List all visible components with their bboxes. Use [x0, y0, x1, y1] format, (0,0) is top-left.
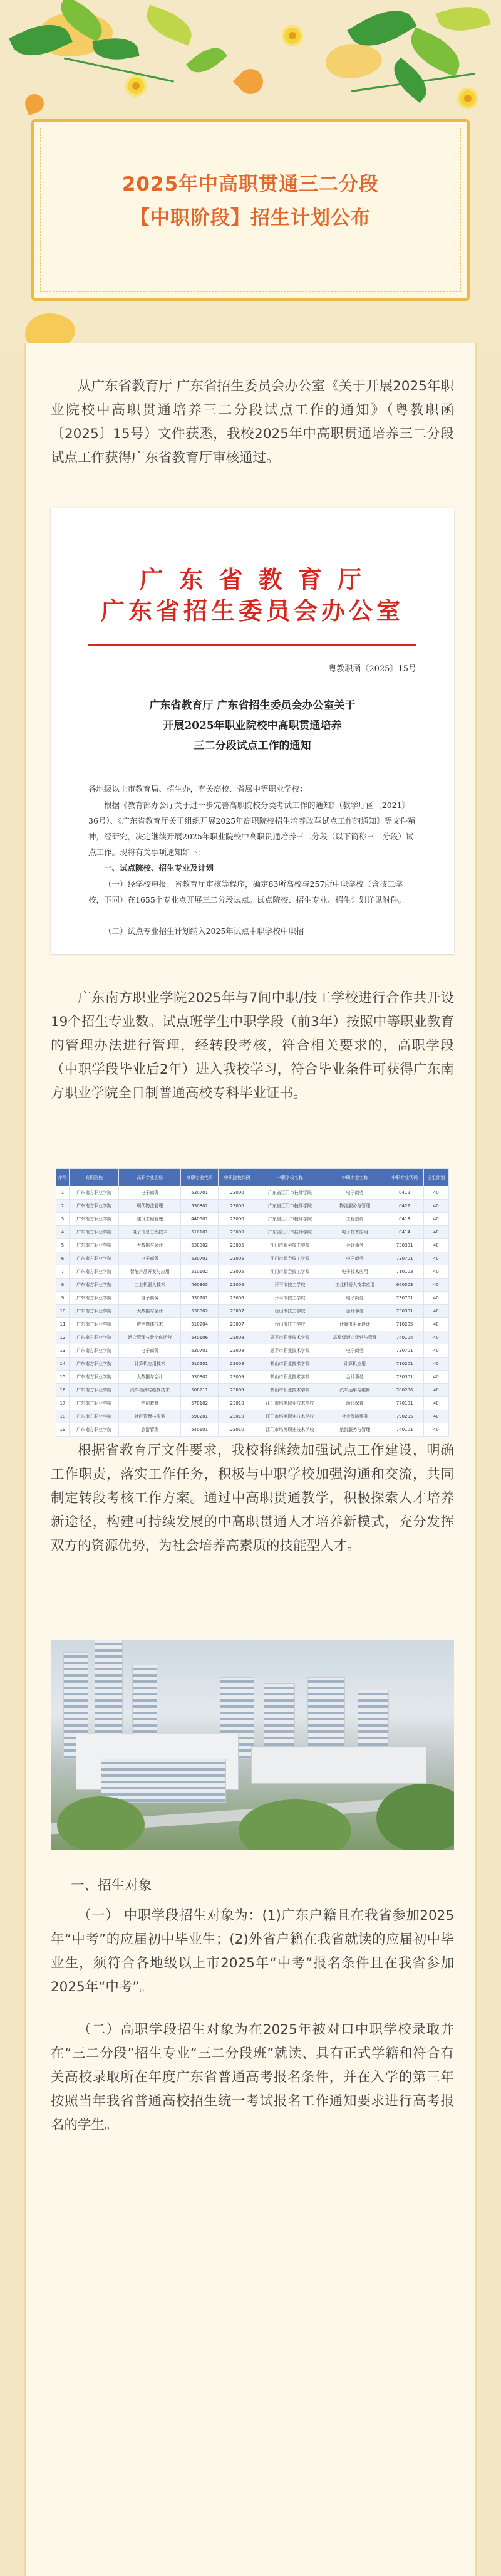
table-cell: 18	[56, 1410, 70, 1423]
table-cell: 电子商务	[324, 1292, 386, 1305]
table-cell: 5	[56, 1239, 70, 1252]
table-cell: 570102	[181, 1397, 219, 1410]
table-cell: 510201	[181, 1358, 219, 1371]
table-cell: 会计事务	[324, 1239, 386, 1252]
table-cell: 广东南方职业学院	[69, 1318, 118, 1331]
table-cell: 740101	[386, 1423, 423, 1437]
yellow-splash-decoration	[326, 44, 382, 78]
table-cell: 电子商务	[324, 1186, 386, 1200]
table-cell: 广东南方职业学院	[69, 1423, 118, 1437]
table-cell: 14	[56, 1358, 70, 1371]
table-cell: 数字媒体技术	[119, 1318, 181, 1331]
table-cell: 幼儿保育	[324, 1397, 386, 1410]
table-cell: 广东南方职业学院	[69, 1410, 118, 1423]
table-cell: 台山市技工学校	[256, 1305, 324, 1318]
document-issuer-line1: 广 东 省 教 育 厅	[139, 565, 366, 594]
table-row	[56, 1186, 449, 1200]
secondary-stage-target-paragraph: （一） 中职学段招生对象为：(1)广东户籍且在我省参加2025年“中考”的应届初中毕业生；(2)外省户籍在我省就读的应届初中毕业生，须符合各地级以上市2025年“中考”报名条件且在我省参加2025年“中考”。	[51, 1908, 454, 1995]
flower-icon	[282, 25, 303, 46]
table-cell: 广东南方职业学院	[69, 1358, 118, 1371]
table-header-cell: 中职专业代码	[386, 1169, 423, 1186]
development-paragraph: 根据省教育厅文件要求，我校将继续加强试点工作建设，明确工作职责，落实工作任务，积极与中职学校加强沟通和交流，共同制定转段考核工作方案。通过中高职贯通教学，积极探索人才培养新途径，构建可持续发展的中高职贯通人才培养新模式，充分发挥双方的资源优势，为社会培养高素质的技能型人才。	[51, 1443, 454, 1554]
table-header-cell: 中职学校名称	[256, 1169, 324, 1186]
table-cell: 23007	[219, 1305, 256, 1318]
table-cell: 社会保障事务	[324, 1410, 386, 1423]
table-cell: 建设工程管理	[119, 1213, 181, 1226]
table-cell: 530802	[181, 1200, 219, 1213]
document-issuer-line2: 广东省招生委员会办公室	[100, 597, 404, 625]
table-cell: 40	[423, 1252, 448, 1265]
page-title-line1: 2025年中高职贯通三二分段	[121, 173, 380, 196]
table-cell: 开平市技工学校	[256, 1279, 324, 1292]
table-cell: 广东南方职业学院	[69, 1226, 118, 1239]
table-row	[56, 1318, 449, 1331]
table-row	[56, 1226, 449, 1239]
table-cell: 40	[423, 1318, 448, 1331]
leaf-icon	[142, 5, 197, 46]
title-card	[31, 119, 470, 301]
table-header-cell: 高职专业名称	[119, 1169, 181, 1186]
table-cell: 电子商务	[324, 1252, 386, 1265]
table-header-cell: 中职专业名称	[324, 1169, 386, 1186]
table-cell: 江门市新会技工学校	[256, 1252, 324, 1265]
table-cell: 江门市培英职业技术学校	[256, 1397, 324, 1410]
table-cell: 广东南方职业学院	[69, 1239, 118, 1252]
table-header-cell: 中职院校代码	[219, 1169, 256, 1186]
table-cell: 730301	[386, 1371, 423, 1384]
table-cell: 540106	[181, 1331, 219, 1344]
table-cell: 15	[56, 1371, 70, 1384]
table-cell: 23006	[219, 1279, 256, 1292]
table-cell: 530302	[181, 1305, 219, 1318]
table-cell: 广东南方职业学院	[69, 1213, 118, 1226]
stem-decoration	[64, 57, 175, 82]
table-cell: 540101	[181, 1423, 219, 1437]
petal-icon	[233, 64, 269, 100]
table-cell: 1	[56, 1186, 70, 1200]
table-cell: 计算机应用	[324, 1358, 386, 1371]
table-cell: 计算机平面设计	[324, 1318, 386, 1331]
table-cell: 23008	[219, 1331, 256, 1344]
table-cell: 广东南方职业学院	[69, 1200, 118, 1213]
table-cell: 广东省江门市技师学院	[256, 1200, 324, 1213]
table-cell: 电子商务	[119, 1292, 181, 1305]
table-cell: 23005	[219, 1252, 256, 1265]
document-item: （二）试点专业招生计划纳入2025年试点中职学校中职招	[104, 926, 304, 936]
document-title	[76, 696, 429, 756]
notice-document-image	[51, 508, 454, 954]
table-cell: 40	[423, 1358, 448, 1371]
table-cell: 工程造价	[324, 1213, 386, 1226]
table-cell: 23006	[219, 1292, 256, 1305]
table-cell: 2	[56, 1200, 70, 1213]
table-cell: 11	[56, 1318, 70, 1331]
table-cell: 530701	[181, 1292, 219, 1305]
table-header-cell: 高职专业代码	[181, 1169, 219, 1186]
table-cell: 广东南方职业学院	[69, 1384, 118, 1397]
table-cell: 电子技术应用	[324, 1265, 386, 1279]
table-cell: 广东南方职业学院	[69, 1265, 118, 1279]
table-cell: 23010	[219, 1397, 256, 1410]
table-cell: 40	[423, 1384, 448, 1397]
document-title-line3: 三二分段试点工作的通知	[194, 740, 311, 752]
document-item: （一）经学校申报、省教育厅审核等程序，确定83所高校与257所中职学校（含技工学校，下同）在1655个专业点开展三二分段试点。试点院校、招生专业、招生计划详见附件。	[88, 879, 406, 904]
table-cell: 23005	[219, 1239, 256, 1252]
table-cell: 电子技术应用	[324, 1226, 386, 1239]
table-cell: 广东南方职业学院	[69, 1252, 118, 1265]
table-cell: 23010	[219, 1410, 256, 1423]
table-cell: 510204	[181, 1318, 219, 1331]
table-header-cell: 序号	[56, 1169, 70, 1186]
page-title-line2: 【中职阶段】招生计划公布	[130, 207, 371, 229]
table-cell: 710103	[386, 1265, 423, 1279]
table-cell: 6	[56, 1252, 70, 1265]
table-cell: 40	[423, 1371, 448, 1384]
table-cell: 40	[423, 1186, 448, 1200]
table-cell: 4	[56, 1226, 70, 1239]
table-cell: 12	[56, 1331, 70, 1344]
table-cell: 鹤山市职业技术学校	[256, 1358, 324, 1371]
table-cell: 530302	[181, 1371, 219, 1384]
tree-shape	[376, 1784, 454, 1850]
table-cell: 23000	[219, 1213, 256, 1226]
section-heading-enrollment-targets: 一、招生对象	[71, 1878, 152, 1893]
table-cell: 730301	[386, 1305, 423, 1318]
table-cell: 16	[56, 1384, 70, 1397]
table-cell: 440501	[181, 1213, 219, 1226]
table-cell: 广东南方职业学院	[69, 1371, 118, 1384]
table-cell: 40	[423, 1331, 448, 1344]
table-cell: 旅游服务与管理	[324, 1423, 386, 1437]
table-cell: 13	[56, 1344, 70, 1358]
table-cell: 530302	[181, 1239, 219, 1252]
table-cell: 19	[56, 1423, 70, 1437]
table-cell: 鹤山市职业技术学校	[256, 1384, 324, 1397]
flower-icon	[125, 75, 147, 97]
table-cell: 广东南方职业学院	[69, 1305, 118, 1318]
table-cell: 物流服务与管理	[324, 1200, 386, 1213]
table-cell: 8	[56, 1279, 70, 1292]
table-cell: 23007	[219, 1318, 256, 1331]
table-cell: 电子商务	[119, 1252, 181, 1265]
table-cell: 工业机器人技术	[119, 1279, 181, 1292]
table-cell: 0412	[386, 1186, 423, 1200]
table-cell: 40	[423, 1292, 448, 1305]
table-cell: 电子商务	[119, 1344, 181, 1358]
table-cell: 9	[56, 1292, 70, 1305]
table-row	[56, 1279, 449, 1292]
table-cell: 鹤山市职业技术学校	[256, 1371, 324, 1384]
table-cell: 计算机应用技术	[119, 1358, 181, 1371]
document-red-rule	[88, 644, 416, 646]
table-cell: 23000	[219, 1226, 256, 1239]
table-cell: 40	[423, 1397, 448, 1410]
table-cell: 40	[423, 1226, 448, 1239]
table-cell: 530701	[181, 1344, 219, 1358]
table-row	[56, 1371, 449, 1384]
table-cell: 酒店管理与数字化运营	[119, 1331, 181, 1344]
table-cell: 23010	[219, 1423, 256, 1437]
table-cell: 460305	[181, 1279, 219, 1292]
table-cell: 江门市培英职业技术学校	[256, 1410, 324, 1423]
table-cell: 7	[56, 1265, 70, 1279]
table-cell: 10	[56, 1305, 70, 1318]
table-row	[56, 1410, 449, 1423]
table-cell: 汽车运用与维修	[324, 1384, 386, 1397]
table-cell: 500211	[181, 1384, 219, 1397]
table-cell: 广东南方职业学院	[69, 1279, 118, 1292]
table-cell: 广东南方职业学院	[69, 1292, 118, 1305]
table-cell: 740104	[386, 1331, 423, 1344]
table-cell: 730701	[386, 1252, 423, 1265]
table-cell: 汽车检测与维修技术	[119, 1384, 181, 1397]
table-header-row	[56, 1169, 449, 1186]
table-cell: 广东南方职业学院	[69, 1397, 118, 1410]
table-cell: 23009	[219, 1358, 256, 1371]
table-cell: 电子商务	[119, 1186, 181, 1200]
table-cell: 510102	[181, 1265, 219, 1279]
table-cell: 江门市新会技工学校	[256, 1265, 324, 1279]
table-cell: 广东省江门市技师学院	[256, 1213, 324, 1226]
table-cell: 会计事务	[324, 1371, 386, 1384]
building-shape	[251, 1746, 426, 1784]
table-cell: 40	[423, 1344, 448, 1358]
table-cell: 江门市培英职业技术学校	[256, 1423, 324, 1437]
table-cell: 广东南方职业学院	[69, 1331, 118, 1344]
leaf-icon	[186, 40, 228, 80]
table-cell: 710205	[386, 1318, 423, 1331]
table-cell: 恩平市职业技术学校	[256, 1344, 324, 1358]
table-cell: 23008	[219, 1344, 256, 1358]
table-row	[56, 1252, 449, 1265]
document-issuer-header	[51, 564, 454, 627]
table-cell: 40	[423, 1213, 448, 1226]
table-row	[56, 1265, 449, 1279]
table-cell: 40	[423, 1410, 448, 1423]
flower-icon	[457, 88, 478, 109]
table-cell: 530701	[181, 1252, 219, 1265]
document-title-line1: 广东省教育厅 广东省招生委员会办公室关于	[149, 699, 356, 712]
table-cell: 590201	[181, 1410, 219, 1423]
table-cell: 730301	[386, 1239, 423, 1252]
table-cell: 开平市技工学校	[256, 1292, 324, 1305]
document-title-line2: 开展2025年职业院校中高职贯通培养	[163, 720, 342, 732]
table-cell: 40	[423, 1305, 448, 1318]
table-cell: 730701	[386, 1344, 423, 1358]
table-cell: 40	[423, 1200, 448, 1213]
tree-shape	[57, 1796, 145, 1850]
table-cell: 广东省江门市技师学院	[256, 1186, 324, 1200]
table-cell: 恩平市职业技术学校	[256, 1331, 324, 1344]
table-cell: 770101	[386, 1397, 423, 1410]
table-cell: 大数据与会计	[119, 1371, 181, 1384]
table-cell: 电子信息工程技术	[119, 1226, 181, 1239]
cooperation-paragraph: 广东南方职业学院2025年与7间中职/技工学校进行合作共开设19个招生专业数。试点班学生中职学段（前3年）按照中等职业教育的管理办法进行管理，经转段考核，符合相关要求的，高职学段（中职学段毕业后2年）进入我校学习，符合毕业条件可获得广东南方职业学院全日制普通高校专科毕业证书。	[51, 990, 454, 1101]
table-cell: 会计事务	[324, 1305, 386, 1318]
campus-aerial-photo	[51, 1640, 454, 1850]
table-row	[56, 1213, 449, 1226]
table-cell: 0422	[386, 1200, 423, 1213]
building-shape	[101, 1759, 226, 1803]
table-row	[56, 1200, 449, 1213]
table-cell: 旅游管理	[119, 1423, 181, 1437]
table-cell: 现代物流管理	[119, 1200, 181, 1213]
table-row	[56, 1397, 449, 1410]
table-header-cell: 高职院校	[69, 1169, 118, 1186]
table-row	[56, 1358, 449, 1371]
table-body	[56, 1186, 449, 1437]
table-cell: 江门市新会技工学校	[256, 1239, 324, 1252]
table-cell: 40	[423, 1423, 448, 1437]
table-cell: 0414	[386, 1226, 423, 1239]
header-banner	[0, 0, 501, 351]
table-cell: 3	[56, 1213, 70, 1226]
table-cell: 台山市技工学校	[256, 1318, 324, 1331]
table-cell: 660303	[386, 1279, 423, 1292]
table-row	[56, 1239, 449, 1252]
table-row	[56, 1292, 449, 1305]
table-cell: 广东省江门市技师学院	[256, 1226, 324, 1239]
leaf-icon	[436, 0, 491, 37]
table-cell: 学前教育	[119, 1397, 181, 1410]
table-row	[56, 1423, 449, 1437]
table-cell: 23005	[219, 1265, 256, 1279]
table-cell: 40	[423, 1239, 448, 1252]
table-cell: 工业机器人技术应用	[324, 1279, 386, 1292]
table-header-cell: 招生计划	[423, 1169, 448, 1186]
table-cell: 0413	[386, 1213, 423, 1226]
table-cell: 23009	[219, 1371, 256, 1384]
table-cell: 大数据与会计	[119, 1239, 181, 1252]
table-cell: 710201	[386, 1358, 423, 1371]
table-cell: 40	[423, 1279, 448, 1292]
table-row	[56, 1331, 449, 1344]
article-body	[24, 343, 477, 2576]
table-row	[56, 1305, 449, 1318]
table-cell: 510101	[181, 1226, 219, 1239]
table-cell: 社区管理与服务	[119, 1410, 181, 1423]
table-cell: 17	[56, 1397, 70, 1410]
higher-stage-target-paragraph: （二）高职学段招生对象为在2025年被对口中职学校录取并在“三二分段”招生专业“三二分段班”就读、具有正式学籍和符合有关高校录取所在年度广东省普通高考报名条件，并在入学的第三年按照当年我省普通高校招生统一考试报名工作通知要求进行高考报名的学生。	[51, 2022, 454, 2133]
table-cell: 530701	[181, 1186, 219, 1200]
table-cell: 40	[423, 1265, 448, 1279]
table-cell: 广东南方职业学院	[69, 1186, 118, 1200]
table-cell: 23009	[219, 1384, 256, 1397]
table-cell: 大数据与会计	[119, 1305, 181, 1318]
document-number: 粤教职函〔2025〕15号	[328, 664, 416, 674]
table-cell: 23000	[219, 1186, 256, 1200]
table-row	[56, 1344, 449, 1358]
table-cell: 智能产品开发与应用	[119, 1265, 181, 1279]
table-cell: 23000	[219, 1200, 256, 1213]
petal-icon	[23, 92, 46, 115]
document-section-heading: 一、试点院校、招生专业及计划	[104, 863, 214, 872]
document-salutation: 各地级以上市教育局、招生办，有关高校、省属中等职业学校：	[88, 784, 308, 793]
intro-paragraph: 从广东省教育厅 广东省招生委员会办公室《关于开展2025年职业院校中高职贯通培养三二分段试点工作的通知》（粤教职函〔2025〕15号）文件获悉，我校2025年中高职贯通培养三二分段试点工作获得广东省教育厅审核通过。	[51, 379, 454, 466]
table-cell: 700206	[386, 1384, 423, 1397]
document-paragraph: 根据《教育部办公厅关于进一步完善高职院校分类考试工作的通知》（教学厅函〔2021〕36号）、《广东省教育厅关于组织开展2025年高职院校招生培养改革试点工作的通知》等文件精神，经研究，决定继续开展2025年职业院校中高职贯通培养三二分段（以下简称三二分段）试点工作。现将有关事项通知如下：	[88, 800, 416, 857]
enrollment-plan-table	[56, 1168, 449, 1437]
table-cell: 730701	[386, 1292, 423, 1305]
table-cell: 高星级饭店运营与管理	[324, 1331, 386, 1344]
table-cell: 电子商务	[324, 1344, 386, 1358]
table-row	[56, 1384, 449, 1397]
table-cell: 790205	[386, 1410, 423, 1423]
table-cell: 广东南方职业学院	[69, 1344, 118, 1358]
